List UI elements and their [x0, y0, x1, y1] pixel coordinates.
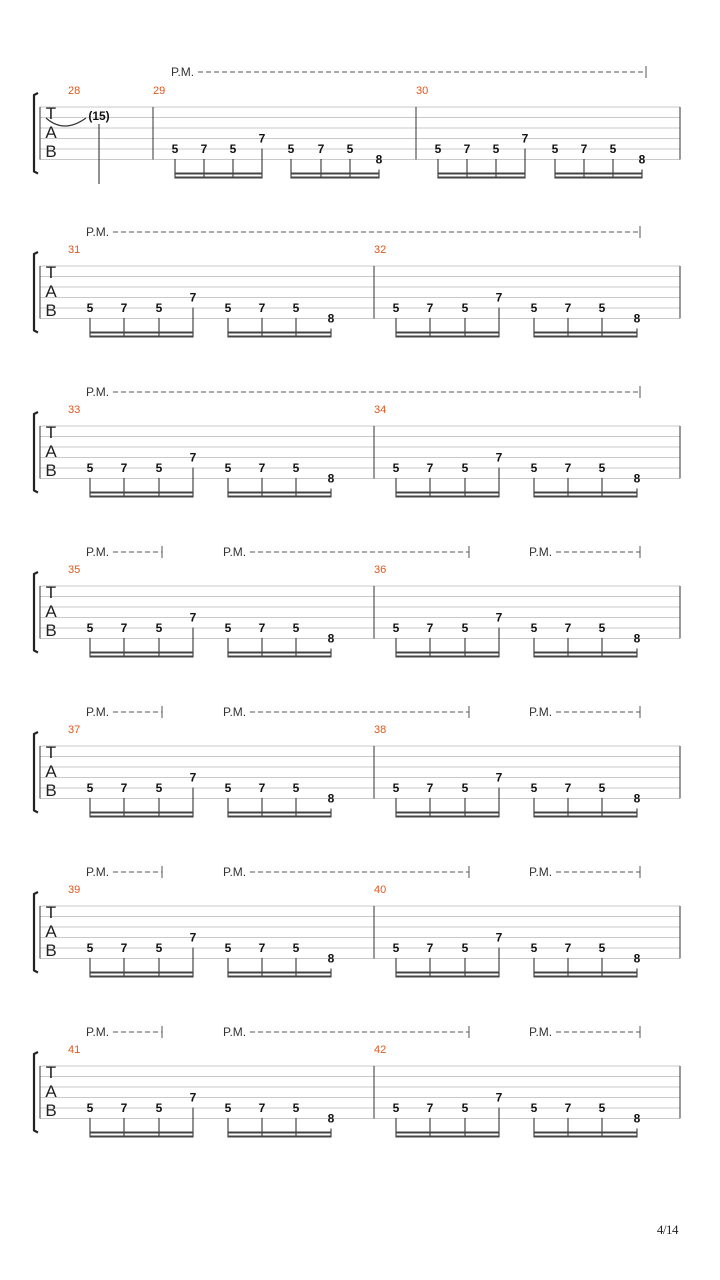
fret-number: 5: [530, 781, 538, 795]
fret-number: 7: [189, 290, 197, 305]
fret-number: 7: [258, 131, 266, 146]
fret-number: 7: [189, 770, 197, 785]
fret-number: 7: [120, 1101, 128, 1115]
fret-number: 5: [434, 142, 442, 156]
system-bracket: [34, 892, 38, 973]
fret-number: 7: [258, 781, 266, 795]
fret-number: 5: [598, 301, 606, 315]
fret-number: 7: [564, 301, 572, 315]
fret-number: 7: [200, 142, 208, 156]
fret-number: 7: [258, 301, 266, 315]
measure-number: 30: [416, 85, 429, 97]
fret-number: 7: [120, 941, 128, 955]
tab-clef-letter: B: [45, 142, 57, 161]
palm-mute-label: P.M.: [86, 385, 110, 399]
tab-clef-letter: T: [45, 583, 57, 602]
fret-number: 5: [461, 461, 469, 475]
fret-number: 5: [171, 142, 179, 156]
measure-number: 40: [374, 884, 387, 896]
measure-number: 41: [68, 1044, 81, 1056]
fret-number: 7: [426, 941, 434, 955]
fret-number: 7: [426, 621, 434, 635]
fret-number: 8: [633, 471, 641, 486]
fret-number: 5: [551, 142, 559, 156]
tab-clef-letter: A: [45, 282, 57, 301]
system-4: [34, 545, 680, 658]
palm-mute-label: P.M.: [529, 705, 553, 719]
fret-number: 5: [292, 461, 300, 475]
tab-clef-letter: A: [45, 1082, 57, 1101]
fret-number: 5: [392, 941, 400, 955]
fret-number: 5: [155, 1101, 163, 1115]
fret-number: 7: [258, 461, 266, 475]
palm-mute-label: P.M.: [223, 705, 247, 719]
tied-fret-number: (15): [88, 109, 110, 123]
system-bracket: [34, 572, 38, 653]
fret-number: 7: [495, 930, 503, 945]
fret-number: 7: [120, 621, 128, 635]
palm-mute-label: P.M.: [223, 865, 247, 879]
palm-mute-label: P.M.: [223, 1025, 247, 1039]
fret-number: 5: [224, 461, 232, 475]
fret-number: 5: [86, 621, 94, 635]
fret-number: 7: [463, 142, 471, 156]
measure-number: 37: [68, 724, 81, 736]
fret-number: 8: [633, 791, 641, 806]
fret-number: 7: [120, 781, 128, 795]
fret-number: 5: [224, 781, 232, 795]
fret-number: 7: [317, 142, 325, 156]
fret-number: 7: [258, 1101, 266, 1115]
fret-number: 8: [633, 951, 641, 966]
fret-number: 8: [327, 631, 335, 646]
fret-number: 7: [495, 290, 503, 305]
fret-number: 5: [530, 941, 538, 955]
fret-number: 7: [495, 770, 503, 785]
fret-number: 7: [189, 450, 197, 465]
fret-number: 8: [327, 791, 335, 806]
fret-number: 5: [86, 1101, 94, 1115]
fret-number: 5: [598, 1101, 606, 1115]
fret-number: 7: [426, 781, 434, 795]
measure-number: 38: [374, 724, 387, 736]
measure-number: 29: [153, 85, 166, 97]
tab-clef-letter: A: [45, 762, 57, 781]
system-bracket: [34, 1052, 38, 1133]
fret-number: 8: [375, 152, 383, 167]
fret-number: 5: [598, 621, 606, 635]
fret-number: 5: [609, 142, 617, 156]
fret-number: 5: [224, 621, 232, 635]
fret-number: 5: [461, 301, 469, 315]
fret-number: 7: [189, 1090, 197, 1105]
fret-number: 7: [426, 301, 434, 315]
tab-clef-letter: B: [45, 941, 57, 960]
system-3: [34, 385, 680, 498]
fret-number: 8: [327, 311, 335, 326]
measure-number: 35: [68, 564, 81, 576]
palm-mute-label: P.M.: [86, 705, 110, 719]
tab-clef-letter: B: [45, 1101, 57, 1120]
fret-number: 7: [189, 930, 197, 945]
tab-clef-letter: A: [45, 123, 57, 142]
fret-number: 8: [327, 471, 335, 486]
fret-number: 7: [189, 610, 197, 625]
fret-number: 5: [224, 301, 232, 315]
palm-mute-label: P.M.: [529, 545, 553, 559]
tab-clef-letter: T: [45, 423, 57, 442]
fret-number: 8: [327, 951, 335, 966]
fret-number: 8: [638, 152, 646, 167]
fret-number: 5: [86, 781, 94, 795]
system-6: [34, 865, 680, 978]
tab-clef-letter: A: [45, 602, 57, 621]
fret-number: 5: [598, 941, 606, 955]
fret-number: 7: [564, 461, 572, 475]
measure-number: 36: [374, 564, 387, 576]
fret-number: 8: [633, 311, 641, 326]
tab-clef-letter: A: [45, 442, 57, 461]
fret-number: 5: [392, 1101, 400, 1115]
palm-mute-label: P.M.: [529, 865, 553, 879]
system-1: [34, 65, 680, 184]
fret-number: 5: [155, 941, 163, 955]
tab-clef-letter: B: [45, 781, 57, 800]
fret-number: 5: [224, 1101, 232, 1115]
fret-number: 5: [530, 301, 538, 315]
fret-number: 7: [120, 461, 128, 475]
fret-number: 5: [461, 781, 469, 795]
fret-number: 7: [495, 610, 503, 625]
fret-number: 5: [461, 1101, 469, 1115]
system-bracket: [34, 412, 38, 493]
palm-mute-label: P.M.: [86, 545, 110, 559]
system-7: [34, 1025, 680, 1138]
system-2: [34, 225, 680, 338]
fret-number: 5: [86, 461, 94, 475]
fret-number: 5: [530, 461, 538, 475]
fret-number: 5: [224, 941, 232, 955]
fret-number: 8: [633, 1111, 641, 1126]
fret-number: 5: [292, 781, 300, 795]
palm-mute-label: P.M.: [529, 1025, 553, 1039]
system-bracket: [34, 93, 38, 174]
fret-number: 8: [327, 1111, 335, 1126]
fret-number: 5: [155, 781, 163, 795]
fret-number: 5: [392, 621, 400, 635]
fret-number: 5: [461, 621, 469, 635]
fret-number: 7: [564, 941, 572, 955]
measure-number: 33: [68, 404, 81, 416]
tab-clef-letter: B: [45, 301, 57, 320]
fret-number: 7: [258, 941, 266, 955]
measure-number: 31: [68, 244, 81, 256]
palm-mute-label: P.M.: [86, 225, 110, 239]
tab-clef-letter: B: [45, 461, 57, 480]
palm-mute-label: P.M.: [86, 865, 110, 879]
measure-number: 28: [68, 85, 81, 97]
system-5: [34, 705, 680, 818]
fret-number: 5: [392, 461, 400, 475]
tab-clef-letter: T: [45, 903, 57, 922]
tab-clef-letter: T: [45, 743, 57, 762]
fret-number: 5: [598, 461, 606, 475]
fret-number: 5: [292, 301, 300, 315]
fret-number: 8: [633, 631, 641, 646]
fret-number: 5: [346, 142, 354, 156]
fret-number: 7: [564, 781, 572, 795]
fret-number: 7: [495, 450, 503, 465]
fret-number: 7: [564, 1101, 572, 1115]
fret-number: 7: [521, 131, 529, 146]
fret-number: 5: [598, 781, 606, 795]
fret-number: 5: [292, 941, 300, 955]
fret-number: 5: [86, 941, 94, 955]
fret-number: 5: [155, 301, 163, 315]
fret-number: 7: [495, 1090, 503, 1105]
fret-number: 5: [292, 621, 300, 635]
tab-clef-letter: T: [45, 1063, 57, 1082]
fret-number: 5: [229, 142, 237, 156]
fret-number: 5: [392, 301, 400, 315]
fret-number: 7: [426, 461, 434, 475]
fret-number: 5: [492, 142, 500, 156]
page-number: 4/14: [656, 1222, 678, 1237]
system-bracket: [34, 252, 38, 333]
measure-number: 34: [374, 404, 387, 416]
measure-number: 32: [374, 244, 387, 256]
fret-number: 5: [155, 621, 163, 635]
fret-number: 7: [120, 301, 128, 315]
tab-clef-letter: T: [45, 104, 57, 123]
fret-number: 7: [258, 621, 266, 635]
fret-number: 5: [86, 301, 94, 315]
fret-number: 7: [580, 142, 588, 156]
fret-number: 7: [426, 1101, 434, 1115]
fret-number: 5: [530, 1101, 538, 1115]
fret-number: 5: [461, 941, 469, 955]
fret-number: 5: [392, 781, 400, 795]
measure-number: 42: [374, 1044, 387, 1056]
palm-mute-label: P.M.: [86, 1025, 110, 1039]
fret-number: 7: [564, 621, 572, 635]
measure-number: 39: [68, 884, 81, 896]
tab-clef-letter: A: [45, 922, 57, 941]
tab-clef-letter: T: [45, 263, 57, 282]
fret-number: 5: [287, 142, 295, 156]
palm-mute-label: P.M.: [171, 65, 195, 79]
system-bracket: [34, 732, 38, 813]
fret-number: 5: [292, 1101, 300, 1115]
fret-number: 5: [155, 461, 163, 475]
palm-mute-label: P.M.: [223, 545, 247, 559]
fret-number: 5: [530, 621, 538, 635]
tab-clef-letter: B: [45, 621, 57, 640]
